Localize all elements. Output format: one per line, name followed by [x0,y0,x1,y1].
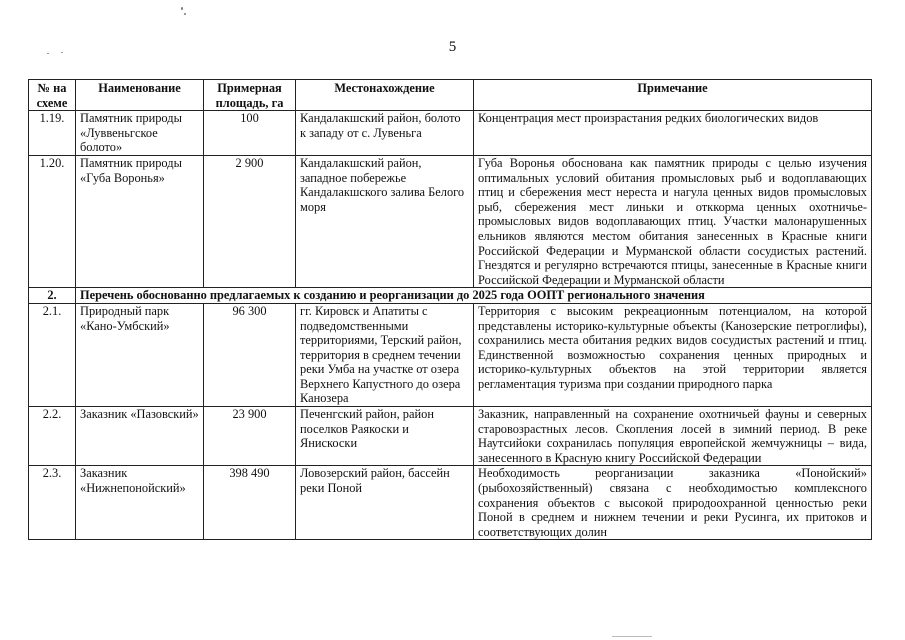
row-area: 2 900 [204,155,296,287]
row-area: 23 900 [204,407,296,466]
row-num: 1.19. [29,111,76,156]
table-row [29,303,872,406]
table-row [29,407,872,466]
row-location: Печенгский район, район поселков Раякоски и Янискоски [296,407,474,466]
table-row [29,155,872,287]
row-location: Ловозерский район, бассейн реки Поной [296,466,474,540]
header-location: Местонахождение [296,80,474,111]
section-num: 2. [29,288,76,304]
table-row [29,111,872,156]
row-note: Губа Воронья обоснована как памятник природы с целью изучения оптимальных условий обитания промысловых рыб и водоплавающих птиц и сбережения мест нереста и нагула ценных видов промысловых рыб, сбережения мест линьки и отккорма ценных охотничье-промысловых видов водоплавающих птиц. Участки малонарушенных ельников являются местом обитания занесенных в Красные книги Российской Федерации и Мурманской области сосудистых растений. Гнездятся и регулярно встречаются птицы, занесенные в Красные книги Российской Федерации и Мурманской области [474,155,872,287]
scan-speck [184,13,186,15]
header-note: Примечание [474,80,872,111]
scan-speck [612,636,652,637]
table-row [29,466,872,540]
header-num: № на схеме [29,80,76,111]
protected-areas-table [28,79,872,540]
row-name: Заказник «Пазовский» [76,407,204,466]
row-name: Заказник «Нижнепонойский» [76,466,204,540]
row-location: Кандалакшский район, западное побережье Кандалакшского залива Белого моря [296,155,474,287]
row-num: 1.20. [29,155,76,287]
page-number: 5 [448,39,457,55]
row-note: Территория с высоким рекреационным потенциалом, на которой представлены историко-культурные объекты (Канозерские петроглифы), сохранились места обитания редких видов сосудистых растений и птиц. Единственной возможностью сохранения ценных природных и историко-культурных объектов на этой территории является регламентация туризма при создании природного парка [474,303,872,406]
row-note: Концентрация мест произрастания редких биологических видов [474,111,872,156]
scan-speck [181,7,183,10]
row-location: гг. Кировск и Апатиты с подведомственными территориями, Терский район, территория в среднем течении реки Умба на участке от озера Верхнего Капустного до озера Канозера [296,303,474,406]
row-area: 398 490 [204,466,296,540]
row-area: 100 [204,111,296,156]
row-num: 2.3. [29,466,76,540]
header-area: Примерная площадь, га [204,80,296,111]
row-name: Памятник природы «Луввеньгское болото» [76,111,204,156]
header-name: Наименование [76,80,204,111]
section-header-row [29,288,872,304]
row-num: 2.1. [29,303,76,406]
row-note: Заказник, направленный на сохранение охотничьей фауны и северных старовозрастных лесов. Скопления лосей в зимний период. В реке Наутсийоки сохранилась популяция европейской жемчужницы – вида, занесенного в Красную книгу Российской Федерации [474,407,872,466]
row-area: 96 300 [204,303,296,406]
row-location: Кандалакшский район, болото к западу от с. Лувеньга [296,111,474,156]
table-header-row [29,80,872,111]
row-num: 2.2. [29,407,76,466]
row-name: Памятник природы «Губа Воронья» [76,155,204,287]
section-title: Перечень обоснованно предлагаемых к созданию и реорганизации до 2025 года ООПТ регионального значения [76,288,872,304]
row-note: Необходимость реорганизации заказника «Понойский» (рыбохозяйственный) связана с необходимостью комплексного сохранения объектов с высокой природоохранной ценностью реки Поной в среднем и нижнем течении и реки Русинга, их притоков и соответствующих долин [474,466,872,540]
row-name: Природный парк «Кано-Умбский» [76,303,204,406]
